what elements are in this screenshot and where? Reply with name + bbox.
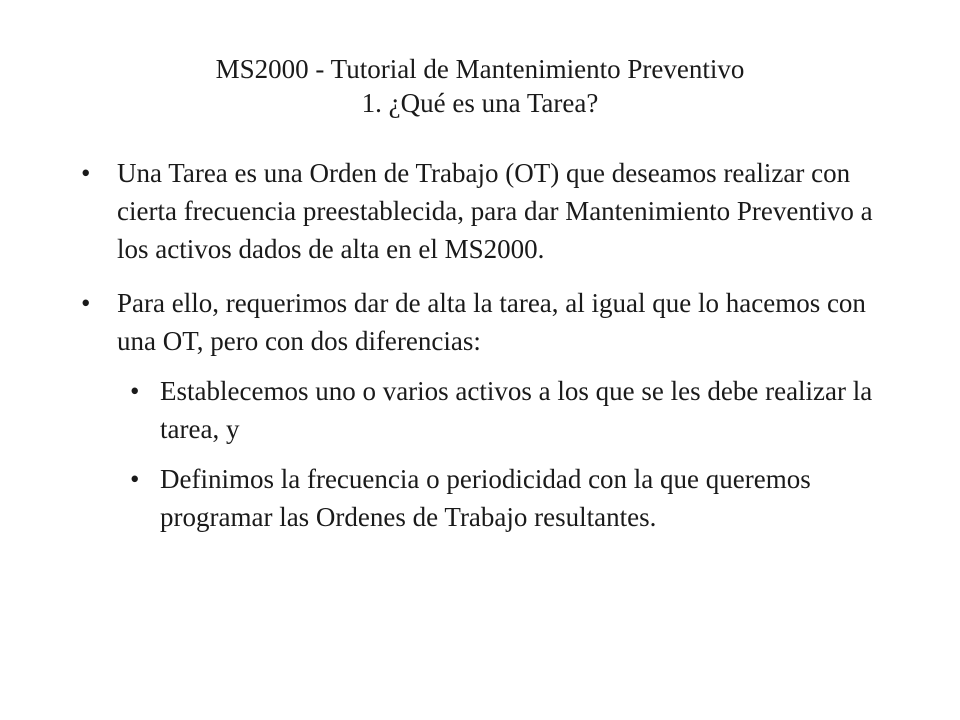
bullet-item: [81, 284, 877, 360]
sub-bullet-item: [130, 372, 880, 448]
sub-bullet-item: [130, 460, 880, 536]
bullet-text: Una Tarea es una Orden de Trabajo (OT) que deseamos realizar con cierta frecuencia preestablecida, para dar Mantenimiento Preventivo a los activos dados de alta en el MS2000.: [117, 158, 873, 264]
bullet-marker: •: [81, 288, 91, 318]
bullet-text: Establecemos uno o varios activos a los que se les debe realizar la tarea, y: [160, 376, 873, 444]
bullet-marker: •: [130, 464, 140, 494]
bullet-item: [81, 154, 877, 268]
bullet-text: Para ello, requerimos dar de alta la tarea, al igual que lo hacemos con una OT, pero con dos diferencias:: [117, 288, 866, 356]
slide-title: [0, 52, 960, 120]
slide-title-line-1: MS2000 - Tutorial de Mantenimiento Preventivo: [215, 54, 745, 84]
bullet-marker: •: [130, 376, 140, 406]
bullet-marker: •: [81, 158, 91, 188]
slide-title-line-2: 1. ¿Qué es una Tarea?: [361, 88, 599, 118]
bullet-text: Definimos la frecuencia o periodicidad con la que queremos programar las Ordenes de Trabajo resultantes.: [160, 464, 811, 532]
bullet-list: [0, 154, 960, 536]
